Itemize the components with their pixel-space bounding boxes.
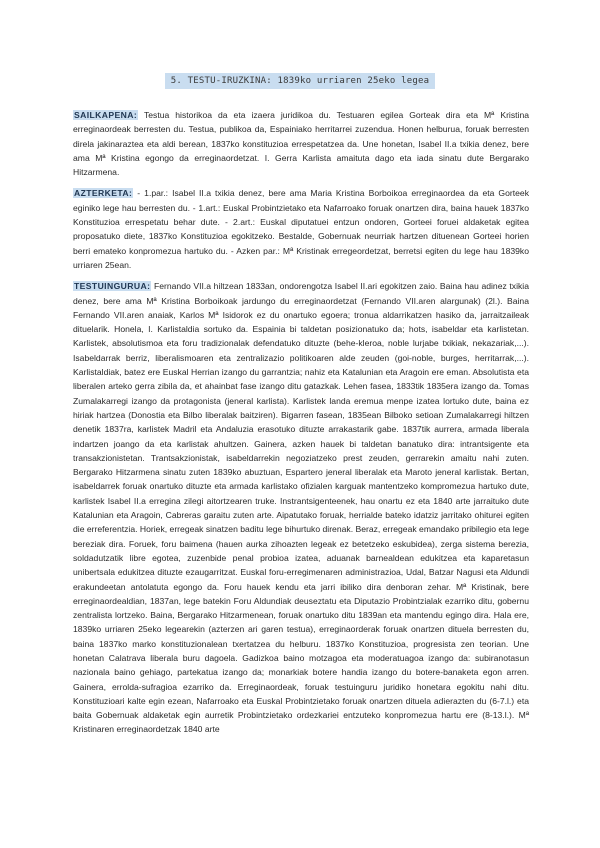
section-label-azterketa: AZTERKETA: [74,188,133,199]
section-label-sailkapena: SAILKAPENA: [74,110,138,120]
title-container [0,70,600,89]
section-text-azterketa: - 1.par.: Isabel II.a txikia denez, bere ama Maria Kristina Borboikoa erreginaordea da eta Gorteek eginiko lege hau berresten du. - 1.art.: Euskal Probintzietako eta Nafarroako foruak onartzen dira, baina hauek 1837ko Konstituzioa errespetatu behar dute. - 2.art.: Euskal diputatuei entzun ondoren, Gorteei foruei aldaketak egitea proposatuko diete, 1837ko Konstituzioa egokitzeko. Bestalde, Gobernuak neurriak hartzen dituenean Gorteei horien berri emateko konpromezua hartuko du. - Azken par.: Mª Kristinak erregeordetzat, berretsi egiten du lege hau 1839ko urriaren 25ean. [73,188,529,270]
section-sailkapena [73,108,529,179]
document-title: 5. TESTU-IRUZKINA: 1839ko urriaren 25eko legea [165,73,435,89]
section-azterketa [73,186,529,272]
section-text-testuingurua: Fernando VII.a hiltzean 1833an, ondorengotza Isabel II.ari egokitzen zaio. Baina hau adinez txikia denez, bere ama Mª Kristina Borboikoak jardungo du erreginaordetzat (Fernando VII.aren alargunak) (2l.). Baina Fernando VII.aren anaiak, Karlos Mª Isidorok ez du onartuko egoera; tronua aldarrikatzen hasiko da, jarraitzaileak dituelarik. Honela, I. Karlistaldia sortuko da. Espainia bi taldetan posizionatuko da; hots, isabeldar eta karlistetan. Karlistek, absolutismoa eta foru tradizionalak defendatuko dituzte (behe-kleroa, noble lurjabe txikiak, nekazariak,...). Isabeldarrak berriz, liberalismoaren eta zentralizazio politikoaren alde zeuden (goi-noble, burges, herritarrak,...). Karlistaldiak, batez ere Euskal Herrian izango du garrantzia; nahiz eta Katalunian eta Aragoin ere eman. Absolutista eta liberalen arteko gerra zibila da, et ahainbat fase izango ditu gatazkak. Lehen fasea, 1833tik 1835era izango da. Tomas Zumalakarregi izango da protagonista (jeneral karlista). Karlistek landa eremua menpe izatea lortuko dute, baina ez hiriak hartzea (Donostia eta Bilbo liberalak baitziren). Bigarren fasean, 1835ean Bilboko setioan Zumalakarregi hiltzen denetik 1837ra, karlistek Madril eta Andaluzia erasotuko dituzte arrakastarik gabe. 1837tik aurrera, armada liberala indartzen joango da eta karlistak ahultzen. Gainera, azken hauek bi taldetan banatuko dira: intrantsigente eta transakzionistetan. Trantsakzionistak, isabeldarrekin negoziatzeko prest zeuden, gerrarekin amaitu nahi zuten. Bergarako Hitzarmena sinatu zuten 1839ko abuztuan, Espartero jeneral liberalak eta Maroto jeneral karlistak. Bertan, isabeldarrek foruak onartuko dituzte eta armada karlistako ofizialen karguak mantentzeko kompromezua hartuko dute, karlistek Isabel II.a erregina zilegi aitortzearen truke. Instrantsigenteenek, hau onartu ez eta 1840 arte jarraituko dute Katalunian eta Aragoin, Cabreras garaitu zuten arte. Aipatutako foruak, herrialde bateko idatziz jarritako ohiturei egiten die erreferentzia. Horiek, erregeak sinatzen baditu lege bihurtuko direnak. Beraz, erregeak emandako pribilegio eta lege bereziak dira. Foruek, foru baimena (hauen aurka zihoazten legeak ez betetzeko eskubidea), zerga sistema berezia, soldadutzatik libre egotea, zuzenbide penal probioa izatea, aduanak barnealdean edukitzea eta kaparetasun unibertsala edukitzea dituzte ezaugarritzat. Euskal foru-erregimenaren administrazioa, Udal, Batzar Nagusi eta Aldundi erakundeetan antolatuta egongo da. Foru hauek kendu eta jarri ibiliko dira denboran zehar. Mª Kristinak, bere erreginaordealdian, 1837an, lege batekin Foru Aldundiak deuseztatu eta Diputazio Probintzialak ezarriko ditu, gobernu zentralista lortzeko. Baina, Bergarako Hitzarmenean, foruak onartuko ditu 1839an eta mantendu egingo dira. Hala ere, 1839ko urriaren 25eko legearekin (azterzen ari garen testua), erreginaorderak foruak onartzen dituela berresten du, baina 1837ko marko konstituzionalean txertatzea du helburu. 1837ko Konstituzioa, progresista zen teorian. Une honetan Calatrava liberala buru dagoela. Gadizkoa baino motzagoa eta moderatuagoa izango da: subiranotasun nazionala baino gehiago, partekatua izango da; monarkiak botere handia izango du botere-banaketa egon arren. Gainera, errolda-sufragioa ezarriko da. Erreginaordeak, foruak testuinguru juridiko honetara egokitu nahi ditu. Konstituzioari kalte egin ezean, Nafarroako eta Euskal Probintzietako foruak onartzen dituela adierazten du (6-7.l.) eta baita Gobernuak aldaketak egin aurretik Probintzietako ordezkariei entzuteko konpromezua hartu ere (8-13.l.). Mª Kristinaren erreginaordetzak 1840 arte [73,281,529,735]
section-testuingurua [73,279,529,737]
section-label-testuingurua: TESTUINGURUA: [74,281,151,292]
section-text-sailkapena: Testua historikoa da eta izaera juridikoa du. Testuaren egilea Gorteak dira eta Mª Kristina erreginaordeak berresten du. Testua, publikoa da, Espainiako herritarrei zuzendua. Honen helburua, foruak berresten direla jakinaraztea eta aldi berean, 1837ko konstituzioa errespetatzea da. Une honetan, Isabel II.a txikia denez, bere ama Mª Kristina egongo da erreginaordetzat. I. Gerra Karlista amaituta dago eta iada sinatu dute Bergarako Hitzarmena. [73,110,529,178]
document-body [73,108,529,744]
